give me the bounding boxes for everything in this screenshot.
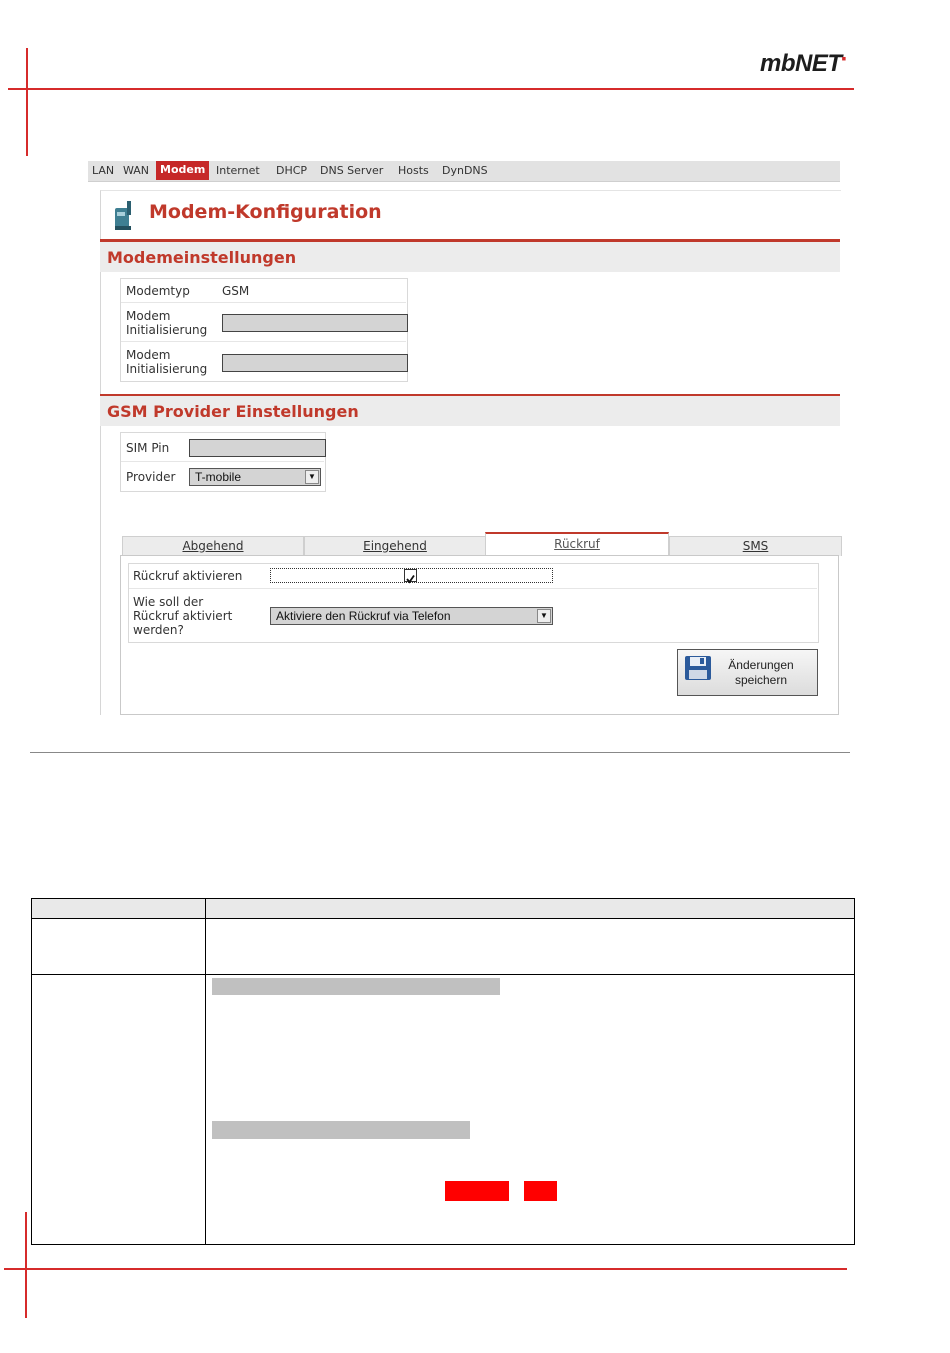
table-row-divider [32, 974, 854, 975]
row-divider [121, 341, 406, 342]
row-divider [121, 302, 406, 303]
simpin-label: SIM Pin [126, 441, 170, 455]
tab-sms[interactable]: SMS [669, 536, 842, 556]
save-button-label-line1: Änderungen [728, 658, 794, 672]
modem-init-2-input[interactable] [222, 354, 408, 372]
bottom-red-rule [4, 1268, 847, 1270]
top-red-rule [8, 88, 854, 90]
nav-item-dhcp[interactable]: DHCP [276, 164, 308, 177]
floppy-disk-icon [684, 655, 712, 681]
modem-settings-header [100, 240, 840, 272]
left-red-rule-top [26, 48, 28, 156]
nav-item-hosts[interactable]: Hosts [398, 164, 429, 177]
nav-item-internet[interactable]: Internet [216, 164, 260, 177]
init2-label-line1: Modem [126, 348, 171, 362]
mbnet-logo [760, 50, 846, 78]
page-title: Modem-Konfiguration [149, 201, 382, 223]
parameter-table [31, 898, 855, 1245]
redacted-text-bar [212, 1121, 470, 1139]
provider-label: Provider [126, 470, 176, 484]
callback-how-label-line1: Wie soll der [133, 595, 204, 609]
table-column-divider [205, 899, 206, 1244]
table-header-row [32, 899, 854, 919]
nav-item-dyndns[interactable]: DynDNS [442, 164, 488, 177]
tab-abgehend[interactable]: Abgehend [122, 536, 304, 556]
provider-selected-value: T-mobile [195, 470, 242, 484]
gsm-provider-title: GSM Provider Einstellungen [107, 402, 359, 421]
callback-method-select[interactable] [270, 607, 553, 625]
modem-settings-title: Modemeinstellungen [107, 248, 297, 267]
logo-text: mbNET [760, 50, 842, 77]
redacted-highlight-bar [524, 1181, 557, 1201]
tab-rueckruf[interactable]: Rückruf [485, 532, 669, 556]
callback-activate-checkbox[interactable] [404, 569, 417, 582]
modem-init-1-input[interactable] [222, 314, 408, 332]
nav-item-wan[interactable]: WAN [123, 164, 150, 177]
callback-how-label-line3: werden? [133, 623, 184, 637]
callback-activate-label: Rückruf aktivieren [133, 569, 243, 583]
callback-method-selected-value: Aktiviere den Rückruf via Telefon [276, 609, 451, 623]
init2-label-line2: Initialisierung [126, 362, 208, 376]
chevron-down-icon[interactable]: ▼ [537, 609, 551, 623]
modemtyp-value: GSM [222, 284, 250, 298]
redacted-highlight-bar [445, 1181, 509, 1201]
redacted-text-bar [212, 978, 500, 995]
screenshot-separator [30, 752, 850, 753]
save-changes-button[interactable] [677, 649, 818, 696]
init1-label-line1: Modem [126, 309, 171, 323]
nav-item-dns-server[interactable]: DNS Server [320, 164, 384, 177]
row-divider [129, 588, 817, 589]
chevron-down-icon[interactable]: ▼ [305, 470, 319, 484]
callback-how-label-line2: Rückruf aktiviert [133, 609, 233, 623]
tab-eingehend[interactable]: Eingehend [304, 536, 486, 556]
modem-icon [112, 198, 138, 232]
logo-tick: ▪ [841, 50, 846, 66]
provider-select[interactable] [189, 468, 321, 486]
modemtyp-label: Modemtyp [126, 284, 190, 298]
top-nav [88, 161, 840, 182]
checkmark-icon [405, 574, 416, 585]
simpin-input[interactable] [189, 439, 326, 457]
nav-item-modem[interactable]: Modem [156, 161, 209, 180]
gsm-provider-header [100, 394, 840, 426]
row-divider [121, 461, 324, 462]
save-button-label-line2: speichern [734, 673, 788, 687]
nav-item-lan[interactable]: LAN [92, 164, 115, 177]
left-red-rule-bottom [25, 1212, 27, 1318]
init1-label-line2: Initialisierung [126, 323, 208, 337]
